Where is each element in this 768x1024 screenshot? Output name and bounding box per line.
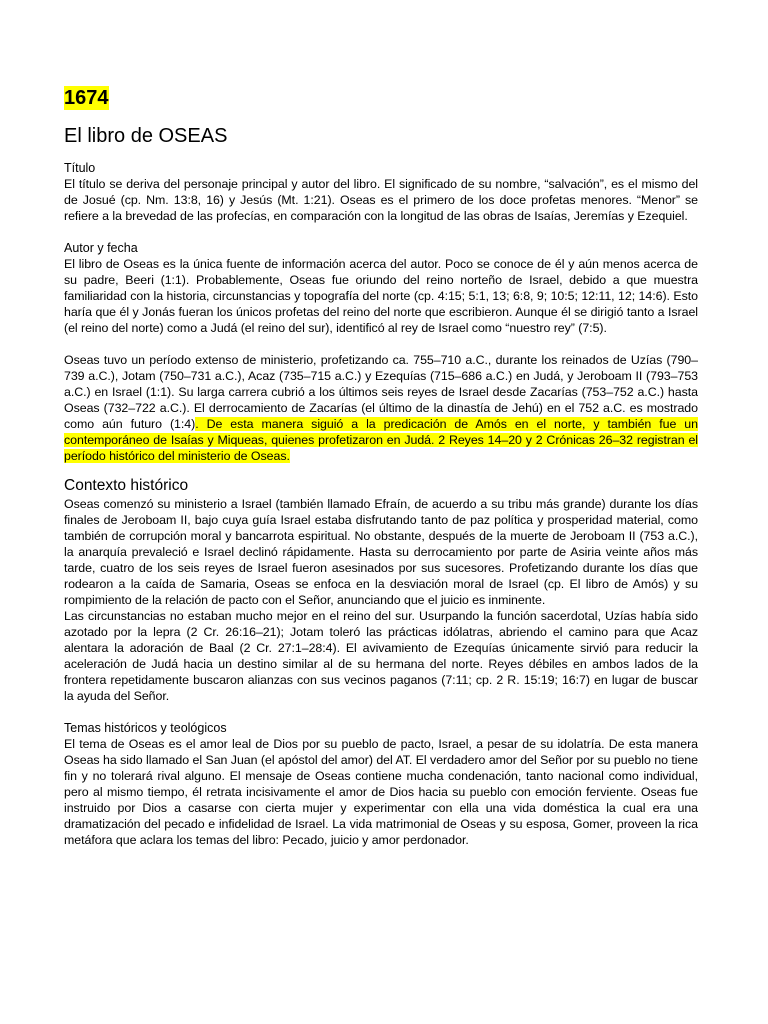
spacer — [64, 704, 698, 720]
section-heading-contexto: Contexto histórico — [64, 477, 189, 494]
section-titulo — [64, 160, 698, 224]
paragraph-titulo: El título se deriva del personaje principal y autor del libro. El significado de su nombre, “salvación”, es el mismo del de Josué (cp. Nm. 13:8, 16) y Jesús (Mt. 1:21). Oseas es el primero de los doce profetas menores. “Menor” se refiere a la brevedad de las profecías, en comparación con la longitud de las obras de Isaías, Jeremías y Ezequiel. — [64, 177, 698, 223]
paragraph-autor-2 — [64, 352, 698, 464]
spacer — [64, 464, 698, 476]
page-number: 1674 — [64, 87, 109, 109]
paragraph-contexto-2: Las circunstancias no estaban mucho mejor en el reino del sur. Usurpando la función sacerdotal, Uzías había sido azotado por la lepra (2 Cr. 26:16–21); Jotam toleró las prácticas idólatras, abriendo el camino para que Acaz alentara la adoración de Baal (2 Cr. 27:1–28:4). El avivamiento de Ezequías únicamente sirvió para reducir la aceleración de Judá hacia un destino similar al de su hermana del norte. Reyes débiles en ambos lados de la frontera repetidamente buscaron alianzas con sus vecinos paganos (7:11; cp. 2 R. 15:19; 16:7) en lugar de buscar la ayuda del Señor. — [64, 609, 698, 703]
spacer — [64, 224, 698, 240]
paragraph-contexto-1: Oseas comenzó su ministerio a Israel (también llamado Efraín, de acuerdo a su tribu más grande) durante los días finales de Jeroboam II, bajo cuya guía Israel estaba disfrutando tanto de paz política y prosperidad material, como también de corrupción moral y bancarrota espiritual. No obstante, después de la muerte de Jeroboam II (753 a.C.), la anarquía prevaleció e Israel declinó rápidamente. Hasta su derrocamiento por parte de Asiria veinte años más tarde, cuatro de los seis reyes de Israel fueron asesinados por sus sucesores. Profetizando durante los días que rodearon a la caída de Samaria, Oseas se enfoca en la desviación moral de Israel (cp. El libro de Amós) y su rompimiento de la relación de pacto con el Señor, anunciando que el juicio es inminente. — [64, 497, 698, 607]
page-title: El libro de OSEAS — [64, 125, 228, 147]
paragraph-autor-1: El libro de Oseas es la única fuente de información acerca del autor. Poco se conoce de él y aún menos acerca de su padre, Beeri (1:1). Probablemente, Oseas fue oriundo del reino norteño de Israel, debido a que muestra familiaridad con la historia, circunstancias y topografía del norte (cp. 4:15; 5:1, 13; 6:8, 9; 10:5; 12:11, 12; 14:6). Esto haría que él y Jonás fueran los únicos profetas del reino del norte que escribieron. Aunque él se dirigió tanto a Israel (el reino del norte) como a Judá (el reino del sur), identificó al rey de Israel como “nuestro rey” (7:5). — [64, 257, 698, 335]
section-heading-temas: Temas históricos y teológicos — [64, 721, 227, 735]
paragraph-autor-2-text: Oseas tuvo un período extenso de ministerio, profetizando ca. 755–710 a.C., durante los reinados de Uzías (790–739 a.C.), Jotam (750–731 a.C.), Acaz (735–715 a.C.) y Ezequías (715–686 a.C.) en Judá, y Jeroboam II (793–753 a.C.) en Israel (1:1). Su larga carrera cubrió a los últimos seis reyes de Israel desde Zacarías (753–752 a.C.) hasta Oseas (732–722 a.C.). El derrocamiento de Zacarías (el último de la dinastía de Jehú) en el 752 a.C. es mostrado como aún futuro (1:4) — [64, 353, 698, 431]
section-contexto — [64, 476, 698, 704]
section-heading-autor: Autor y fecha — [64, 241, 138, 255]
section-temas — [64, 720, 698, 848]
highlighted-text: . De esta manera siguió a la predicación de Amós en el norte, y también fue un contemporáneo de Isaías y Miqueas, quienes profetizaron en Judá. 2 Reyes 14–20 y 2 Crónicas 26–32 registran el período histórico del ministerio de Oseas. — [64, 417, 698, 463]
spacer — [64, 336, 698, 352]
paragraph-temas: El tema de Oseas es el amor leal de Dios por su pueblo de pacto, Israel, a pesar de su idolatría. De esta manera Oseas ha sido llamado el San Juan (el apóstol del amor) del AT. El verdadero amor del Señor por su pueblo no tiene fin y no tolerará rival alguno. El mensaje de Oseas contiene mucha condenación, tanto nacional como individual, pero al mismo tiempo, él retrata incisivamente el amor de Dios hacia su pueblo con emoción ferviente. Oseas fue instruido por Dios a casarse con cierta mujer y experimentar con ella una vida doméstica la cual era una dramatización del pecado e infidelidad de Israel. La vida matrimonial de Oseas y su esposa, Gomer, proveen la rica metáfora que aclara los temas del libro: Pecado, juicio y amor perdonador. — [64, 737, 698, 847]
section-heading-titulo: Título — [64, 161, 96, 175]
section-autor — [64, 240, 698, 464]
